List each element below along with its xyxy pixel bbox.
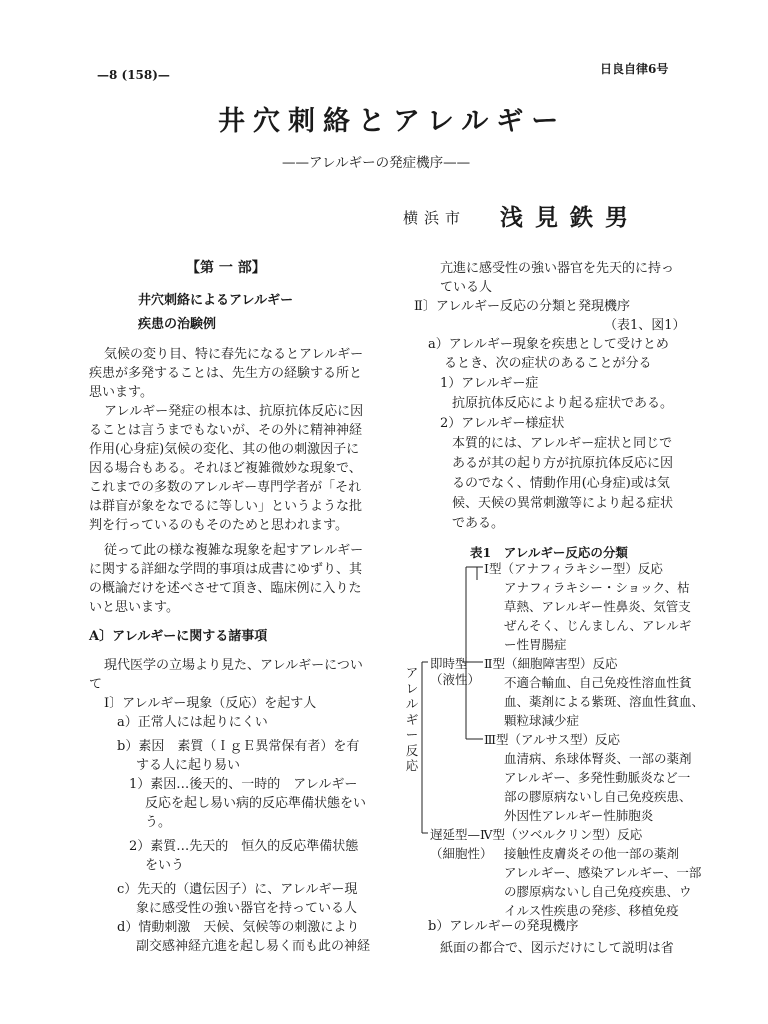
text-line: いと思います。: [89, 600, 179, 615]
text-line: 因る場合もある。それほど複雑微妙な現象で、: [89, 461, 362, 476]
text-line: 1）素因…後天的、一時的 アレルギー: [129, 777, 358, 792]
table-line: 草熱、アレルギー性鼻炎、気管支: [504, 599, 691, 614]
text-line: 候、天候の異常刺激等により起る症状: [452, 496, 674, 511]
text-line: 2）アレルギー様症状: [440, 416, 565, 431]
table-line: イルス性疾患の発疹、移植免疫: [504, 903, 679, 918]
text-line: は群盲が象をなでるに等しい」というような批: [89, 499, 363, 514]
text-line: 疾患が多発することは、先生方の経験する所と: [89, 366, 363, 381]
table-line: （細胞性）: [430, 846, 493, 861]
text-line: て: [89, 677, 103, 692]
text-line: d）情動刺激 天候、気候等の刺激により: [117, 920, 360, 935]
text-line: これまでの多数のアレルギー専門学者が「それ: [89, 480, 362, 495]
table-line: 不適合輸血、自己免疫性溶血性貧: [504, 675, 692, 690]
table-line: Ⅲ型（アルサス型）反応: [484, 732, 621, 747]
table-title: 表1 アレルギー反応の分類: [470, 545, 628, 560]
text-line: a）正常人には起りにくい: [117, 715, 268, 730]
text-line: （表1、図1）: [604, 318, 686, 333]
article-subtitle: ——アレルギーの発症機序——: [282, 155, 471, 171]
table-line: 血清病、糸球体腎炎、一部の薬剤: [504, 751, 692, 766]
table-line: ー性胃腸症: [504, 637, 567, 652]
table-line: 部の膠原病ないし自己免疫疾患、: [504, 789, 692, 804]
text-line: 副交感神経亢進を起し易く而も此の神経: [136, 939, 371, 954]
text-line: の概論だけを述べさせて頂き、臨床例に入りた: [89, 581, 362, 596]
text-line: をいう: [145, 858, 185, 873]
table-line: アレルギー、多発性動脈炎など一: [504, 770, 691, 785]
text-line: 従って此の様な複雑な現象を起すアレルギー: [104, 543, 364, 558]
article-title: 井穴刺絡とアレルギー: [218, 106, 567, 137]
text-line: b）アレルギーの発現機序: [428, 919, 579, 934]
text-line: 作用(心身症)気候の変化、其の他の刺激因子に: [89, 442, 360, 457]
text-line: ている人: [440, 280, 493, 295]
text-line: 思います。: [89, 385, 153, 400]
table-line: アレルギー、感染アレルギー、一部: [504, 865, 702, 880]
page-number: —8 (158)—: [97, 68, 170, 82]
text-line: 疾患の治験例: [138, 317, 217, 332]
text-line: 反応を起し易い病的反応準備状態をい: [145, 796, 367, 811]
text-line: るのでなく、情動作用(心身症)或は気: [452, 476, 670, 491]
text-line: 現代医学の立場より見た、アレルギーについ: [104, 658, 363, 673]
text-line: a）アレルギー現象を疾患として受けとめ: [428, 337, 669, 352]
table-line: Ⅰ型（アナフィラキシー型）反応: [484, 561, 663, 576]
table-line: アナフィラキシー・ショック、枯: [504, 580, 690, 595]
text-line: に関する詳細な学問的事項は成書にゆずり、其: [89, 562, 363, 577]
text-line: Ⅰ〕アレルギー現象（反応）を起す人: [104, 696, 317, 711]
text-line: c）先天的（遺伝因子）に、アレルギー現: [117, 882, 358, 897]
text-line: 判を行っているのもそのためと思われます。: [89, 518, 348, 533]
text-line: 亢進に感受性の強い器官を先天的に持っ: [440, 261, 675, 276]
table-line: Ⅱ型（細胞障害型）反応: [484, 656, 618, 671]
table-line: （液性）: [430, 672, 481, 687]
text-line: るとき、次の症状のあることが分る: [444, 356, 652, 371]
text-line: 井穴刺絡によるアレルギー: [138, 293, 294, 308]
text-line: 象に感受性の強い器官を持っている人: [136, 901, 358, 916]
text-line: 紙面の都合で、図示だけにして説明は省: [440, 941, 674, 956]
table-vertical-label: アレルギー反応: [405, 665, 419, 773]
table-line: 顆粒球減少症: [504, 713, 580, 728]
text-line: Ⅱ〕アレルギー反応の分類と発現機序: [414, 299, 630, 314]
text-line: アレルギー発症の根本は、抗原抗体反応に因: [104, 404, 364, 419]
table-line: 遅延型—Ⅳ型（ツベルクリン型）反応: [430, 827, 643, 842]
table-line: 接触性皮膚炎その他一部の薬剤: [504, 846, 680, 861]
text-line: 本質的には、アレルギー症状と同じで: [452, 436, 673, 451]
text-line: 【第 一 部】: [186, 260, 266, 276]
table-line: の膠原病ないし自己免疫疾患、ウ: [504, 884, 692, 899]
text-line: する人に起り易い: [136, 758, 241, 773]
table-line: 血、薬剤による紫斑、溶血性貧血、: [504, 694, 705, 709]
text-line: 2）素質…先天的 恒久的反応準備状態: [129, 839, 359, 854]
text-line: A〕アレルギーに関する諸事項: [89, 629, 268, 644]
text-line: 気候の変り目、特に春先になるとアレルギー: [104, 347, 364, 362]
table-line: ぜんそく、じんましん、アレルギ: [504, 618, 692, 633]
journal-issue: 日良自律6号: [600, 62, 669, 76]
author-affiliation: 横浜市: [403, 209, 467, 227]
text-line: b）素因 素質（ＩｇＥ異常保有者）を有: [117, 739, 360, 754]
text-line: である。: [452, 516, 505, 531]
text-line: 抗原抗体反応により起る症状である。: [452, 396, 674, 411]
text-line: ることは言うまでもないが、その外に精神神経: [89, 423, 363, 438]
text-line: 1）アレルギー症: [440, 376, 539, 391]
text-line: あるが其の起り方が抗原抗体反応に因: [452, 456, 674, 471]
author-name: 浅見鉄男: [500, 204, 640, 231]
table-line: 即時型: [430, 656, 468, 671]
table-line: 外因性アレルギー性肺胞炎: [504, 808, 654, 823]
text-line: う。: [145, 815, 172, 830]
